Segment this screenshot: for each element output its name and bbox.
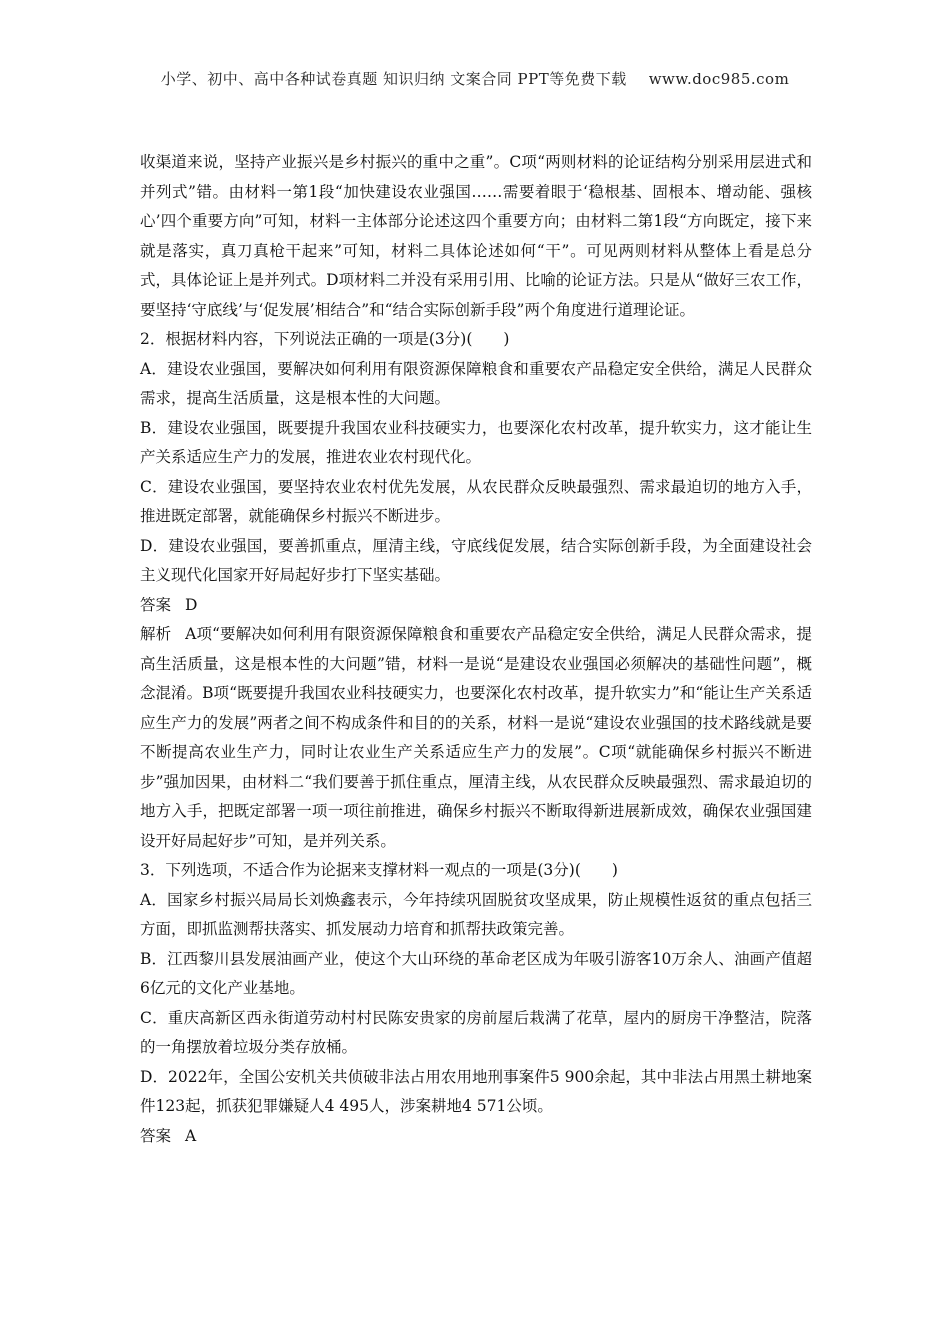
q2-stem: 2．根据材料内容，下列说法正确的一项是(3分)( )	[140, 330, 510, 348]
q2-answer-value: D	[185, 595, 198, 614]
q2-analysis-text: A项“要解决如何利用有限资源保障粮食和重要农产品稳定安全供给，满足人民群众需求，提高生活质量，这是根本性的大问题”错，材料一是说“是建设农业强国必须解决的基础性问题”，概念混淆。B项“既要提升我国农业科技硬实力，也要深化农村改革，提升软实力”和“能让生产关系适应生产力的发展”两者之间不构成条件和目的的关系，材料一是说“建设农业强国的技术路线就是要不断提高农业生产力，同时让农业生产关系适应生产力的发展”。C项“就能确保乡村振兴不断进步”强加因果，由材料二“我们要善于抓住重点，厘清主线，从农民群众反映最强烈、需求最迫切的地方入手，把既定部署一项一项往前推进，确保乡村振兴不断取得新进展新成效，确保农业强国建设开好局起好步”可知，是并列关系。	[140, 625, 812, 850]
q3-answer	[140, 1122, 812, 1152]
q3-option-b: B．江西黎川县发展油画产业，使这个大山环绕的革命老区成为年吸引游客10万余人、油画产值超6亿元的文化产业基地。	[140, 949, 812, 997]
q2-answer	[140, 591, 812, 621]
continued-analysis: 收渠道来说，坚持产业振兴是乡村振兴的重中之重”。C项“两则材料的论证结构分别采用层进式和并列式”错。由材料一第1段“加快建设农业强国……需要着眼于‘稳根基、固根本、增动能、强核心’四个重要方向”可知，材料一主体部分论述这四个重要方向；由材料二第1段“方向既定，接下来就是落实，真刀真枪干起来”可知，材料二具体论述如何“干”。可见两则材料从整体上看是总分式，具体论证上是并列式。D项材料二并没有采用引用、比喻的论证方法。只是从“做好三农工作，要坚持‘守底线’与‘促发展’相结合”和“结合实际创新手段”两个角度进行道理论证。	[140, 153, 812, 319]
q2-option-c: C．建设农业强国，要坚持农业农村优先发展，从农民群众反映最强烈、需求最迫切的地方入手，推进既定部署，就能确保乡村振兴不断进步。	[140, 477, 812, 525]
q2-answer-label: 答案	[140, 595, 172, 614]
q3-answer-value: A	[185, 1126, 197, 1145]
page-header	[0, 68, 950, 89]
header-url[interactable]: www.doc985.com	[648, 70, 790, 88]
q2-analysis-label: 解析	[140, 625, 172, 643]
header-text: 小学、初中、高中各种试卷真题 知识归纳 文案合同 PPT等免费下载	[160, 70, 627, 88]
q2-option-a: A．建设农业强国，要解决如何利用有限资源保障粮食和重要农产品稳定安全供给，满足人民群众需求，提高生活质量，这是根本性的大问题。	[140, 359, 812, 407]
document-body	[140, 148, 812, 1151]
q3-option-d: D．2022年，全国公安机关共侦破非法占用农用地刑事案件5 900余起，其中非法占用黑土耕地案件123起，抓获犯罪嫌疑人4 495人，涉案耕地4 571公顷。	[140, 1067, 812, 1115]
q3-option-c: C．重庆高新区西永街道劳动村村民陈安贵家的房前屋后栽满了花草，屋内的厨房干净整洁，院落的一角摆放着垃圾分类存放桶。	[140, 1008, 812, 1056]
q2-analysis	[140, 620, 812, 856]
q2-option-d: D．建设农业强国，要善抓重点，厘清主线，守底线促发展，结合实际创新手段，为全面建设社会主义现代化国家开好局起好步打下坚实基础。	[140, 536, 812, 584]
q3-stem: 3．下列选项，不适合作为论据来支撑材料一观点的一项是(3分)( )	[140, 861, 618, 879]
q3-answer-label: 答案	[140, 1126, 172, 1145]
q3-option-a: A．国家乡村振兴局局长刘焕鑫表示，今年持续巩固脱贫攻坚成果，防止规模性返贫的重点包括三方面，即抓监测帮扶落实、抓发展动力培育和抓帮扶政策完善。	[140, 890, 812, 938]
q2-option-b: B．建设农业强国，既要提升我国农业科技硬实力，也要深化农村改革，提升软实力，这才能让生产关系适应生产力的发展，推进农业农村现代化。	[140, 418, 812, 466]
